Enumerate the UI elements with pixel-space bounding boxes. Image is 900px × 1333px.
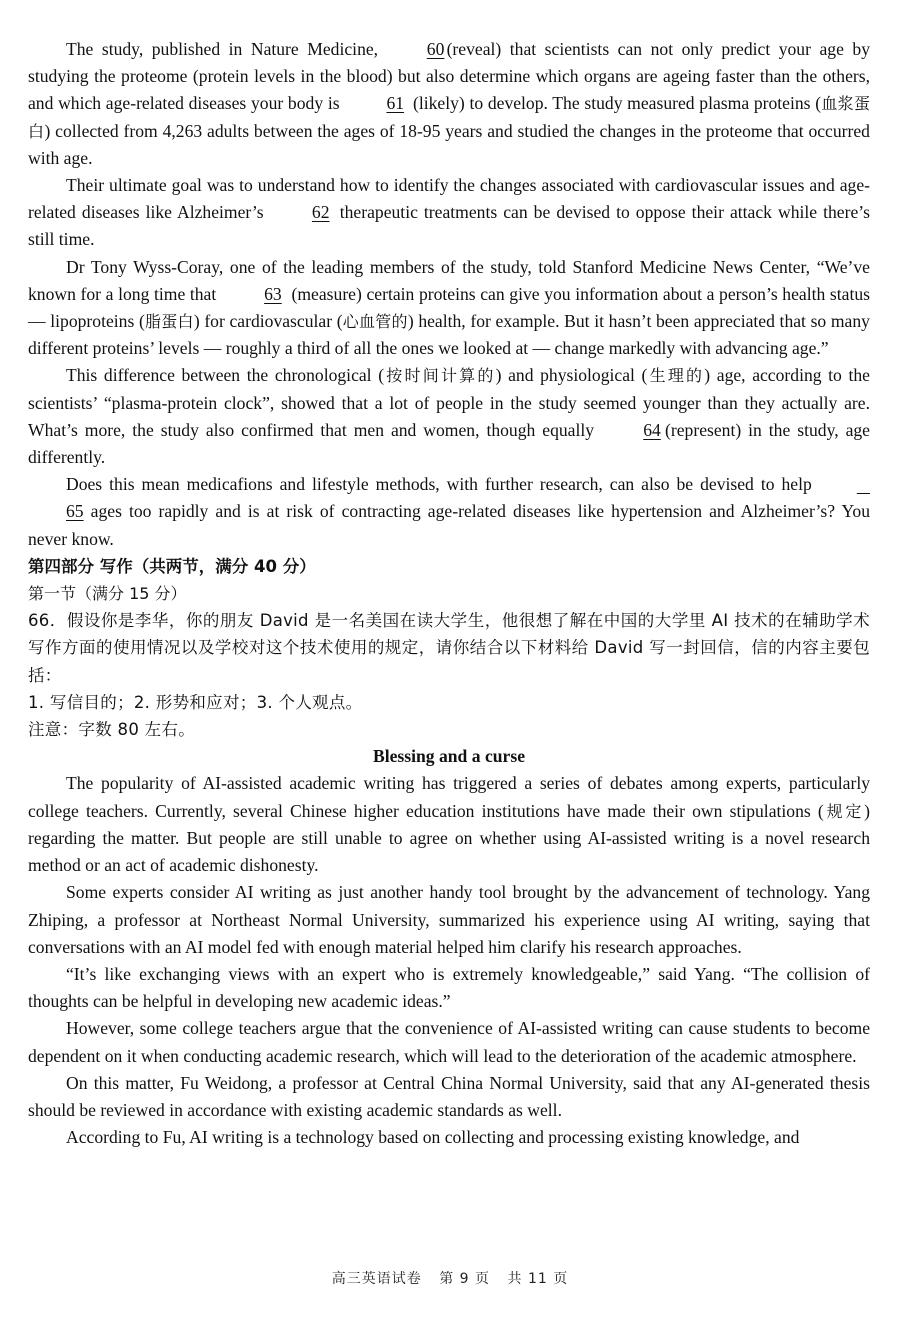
writing-task: 66．假设你是李华，你的朋友 David 是一名美国在读大学生，他很想了解在中国的大学里 AI 技术的在辅助学术写作方面的使用情况以及学校对这个技术使用的规定，请你结合以下材料给 David 写一封回信，信的内容主要包括： — [28, 611, 870, 685]
text: The popularity of AI-assisted academic writing has triggered a series of debates among experts, particularly college teachers. Currently, several Chinese higher education institutions have made their own stipulations ( — [28, 773, 870, 821]
passage-paragraph-4 — [28, 362, 870, 471]
article-paragraph-4: However, some college teachers argue that the convenience of AI-assisted writing can cause students to become dependent on it when conducting academic research, which will lead to the deterioration of the academic atmosphere. — [28, 1018, 870, 1066]
text: ) and physiological ( — [495, 365, 648, 386]
text: Their ultimate goal was to understand how to identify the changes associated with cardiovascular issues and age-related diseases like Alzheimer’s — [28, 175, 870, 223]
text: ) for cardiovascular ( — [193, 311, 343, 332]
text: (measure) certain proteins can give you information about a person’s health status — lipoproteins ( — [28, 283, 870, 332]
chinese-gloss: 心血管的 — [342, 312, 408, 332]
chinese-gloss: 生理的 — [647, 366, 705, 386]
passage-paragraph-2 — [28, 172, 870, 254]
writing-points: 1. 写信目的；2. 形势和应对；3. 个人观点。 — [28, 692, 363, 712]
blank-61: 61 — [386, 93, 405, 114]
text: ) collected from 4,263 adults between the ages of 18-95 years and studied the changes in the proteome that occurred with age. — [28, 120, 870, 168]
text: ) age, according to the scientists’ “plasma-protein clock”, showed that a lot of people in the study seemed younger than they actually are. What’s more, the study also confirmed that men and women, though equally — [28, 365, 870, 440]
blank-65-lead — [819, 471, 870, 498]
text: (likely) to develop. The study measured plasma proteins ( — [408, 93, 822, 114]
page-footer — [0, 1268, 900, 1288]
article-paragraph-1 — [28, 770, 870, 879]
text: therapeutic treatments can be devised to oppose their attack while there’s still time. — [28, 202, 871, 250]
article-paragraph-3: “It’s like exchanging views with an expert who is extremely knowledgeable,” said Yang. “The collision of thoughts can be helpful in developing new academic ideas.” — [28, 963, 870, 1012]
passage-paragraph-1 — [28, 36, 870, 172]
blank-65: 65 — [66, 501, 84, 522]
article-title: Blessing and a curse — [372, 746, 525, 767]
exam-page — [28, 36, 870, 1151]
exam-name: 高三英语试卷 — [331, 1271, 422, 1287]
chinese-gloss: 脂蛋白 — [144, 312, 194, 332]
text: (reveal) that scientists can not only predict your age by studying the proteome (protein levels in the blood) but also determine which organs are ageing faster than the others, and which age-related diseases your body is — [28, 39, 870, 114]
article-paragraph-2: Some experts consider AI writing as just another handy tool brought by the advancement of technology. Yang Zhiping, a professor at Northeast Normal University, summarized his experience using AI writing, saying that conversations with an AI model fed with enough material helped him clarify his research approaches. — [28, 882, 870, 957]
text: ages too rapidly and is at risk of contracting age-related diseases like hypertension and Alzheimer’s? You never know. — [28, 501, 870, 549]
article-paragraph-5: On this matter, Fu Weidong, a professor at Central China Normal University, said that any AI-generated thesis should be reviewed in accordance with existing academic standards as well. — [28, 1072, 870, 1120]
blank-60: 60 — [426, 39, 445, 59]
page-total: 共 11 页 — [507, 1271, 569, 1287]
passage-paragraph-3 — [28, 254, 870, 363]
blank-63: 63 — [264, 283, 282, 304]
text: ) regarding the matter. But people are still unable to agree on whether using AI-assisted writing is a novel research method or an act of academic dishonesty. — [28, 800, 870, 876]
text: Dr Tony Wyss-Coray, one of the leading members of the study, told Stanford Medicine News Center, “We’ve known for a long time that — [28, 256, 870, 304]
article-paragraph-6: According to Fu, AI writing is a technology based on collecting and processing existing knowledge, and — [66, 1127, 800, 1148]
page-number: 第 9 页 — [439, 1271, 491, 1287]
chinese-gloss: 按时间计算的 — [384, 366, 496, 386]
section-title: 第四部分 写作（共两节，满分 40 分） — [28, 556, 316, 576]
blank-64: 64 — [643, 419, 661, 440]
chinese-gloss: 规定 — [823, 801, 865, 821]
subsection-title: 第一节（满分 15 分） — [28, 584, 187, 604]
passage-paragraph-5 — [28, 471, 870, 553]
chinese-gloss: 血浆蛋白 — [28, 94, 870, 141]
text: The study, published in Nature Medicine, — [66, 39, 387, 59]
text: Does this mean medicafions and lifestyle methods, with further research, can also be devised to help — [66, 474, 819, 495]
text: ) health, for example. But it hasn’t been appreciated that so many different proteins’ levels — roughly a third of all the ones we looked at — change markedly with advancing age.” — [28, 311, 870, 359]
text: This difference between the chronological ( — [66, 365, 385, 386]
text: (represent) in the study, age differently. — [28, 419, 870, 468]
blank-62: 62 — [311, 202, 330, 223]
writing-note: 注意：字数 80 左右。 — [28, 720, 196, 740]
